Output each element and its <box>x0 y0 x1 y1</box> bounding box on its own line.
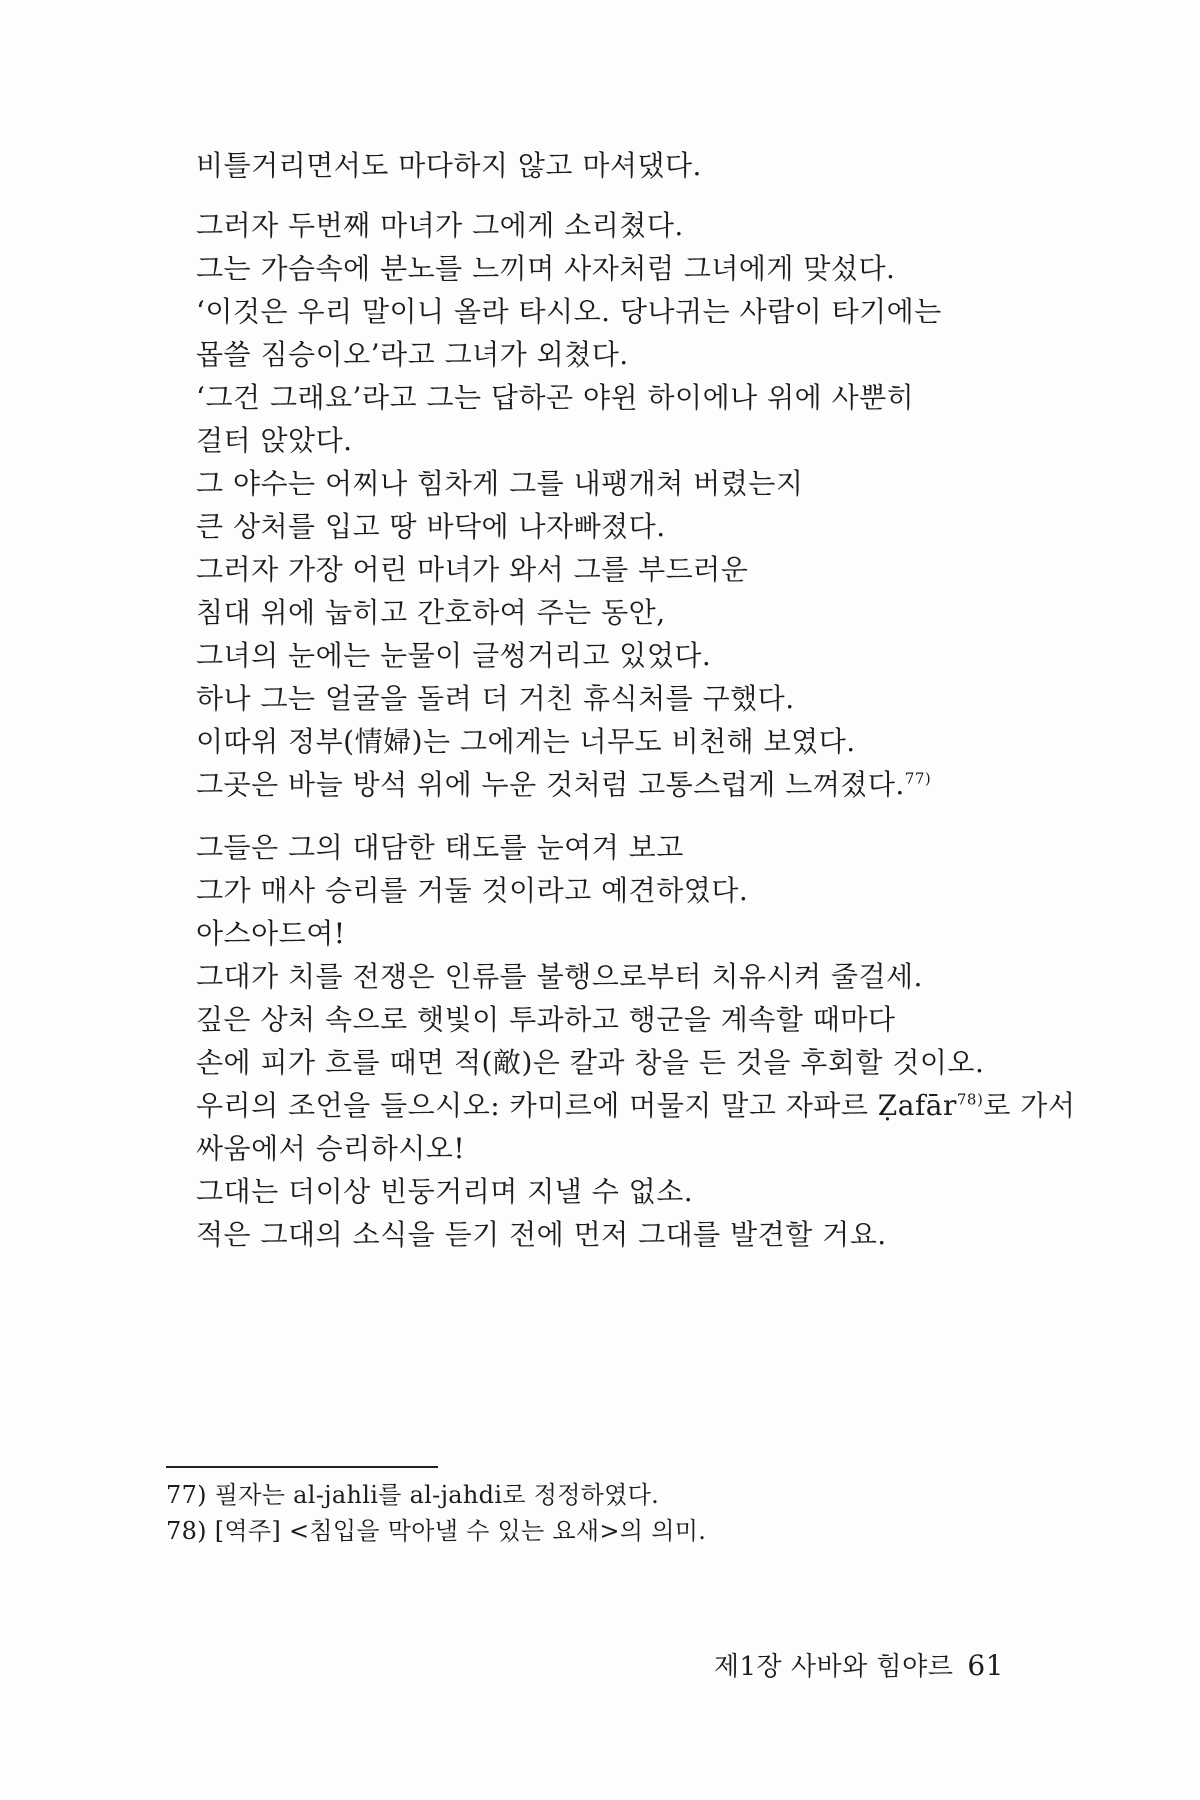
body-line-19: 그대가 치를 전쟁은 인류를 불행으로부터 치유시켜 줄걸세. <box>196 960 923 993</box>
body-line-14: 이따위 정부(情婦)는 그에게는 너무도 비천해 보였다. <box>196 725 856 758</box>
running-footer <box>714 1648 1004 1685</box>
footnote-ref-78: 78) <box>956 1090 984 1109</box>
body-line-18: 아스아드여! <box>196 917 346 950</box>
body-line-5: 몹쓸 짐승이오’라고 그녀가 외쳤다. <box>196 338 629 371</box>
body-line-12: 그녀의 눈에는 눈물이 글썽거리고 있었다. <box>196 639 712 672</box>
body-line-10: 그러자 가장 어린 마녀가 와서 그를 부드러운 <box>196 553 749 586</box>
body-line-24: 그대는 더이상 빈둥거리며 지낼 수 없소. <box>196 1175 694 1208</box>
body-line-6: ‘그건 그래요’라고 그는 답하곤 야윈 하이에나 위에 사뿐히 <box>196 381 915 414</box>
body-line-15-text: 그곳은 바늘 방석 위에 누운 것처럼 고통스럽게 느껴졌다. <box>196 768 905 801</box>
body-line-22-tail: 로 가서 <box>983 1089 1076 1122</box>
footnote-ref-77: 77) <box>904 769 932 788</box>
body-line-2: 그러자 두번째 마녀가 그에게 소리쳤다. <box>196 209 684 242</box>
body-line-25: 적은 그대의 소식을 듣기 전에 먼저 그대를 발견할 거요. <box>196 1218 887 1251</box>
body-line-16: 그들은 그의 대담한 태도를 눈여겨 보고 <box>196 831 684 864</box>
body-line-8: 그 야수는 어찌나 힘차게 그를 내팽개쳐 버렸는지 <box>196 467 804 500</box>
body-line-22 <box>196 1086 1075 1126</box>
page-number: 61 <box>967 1649 1004 1682</box>
body-line-9: 큰 상처를 입고 땅 바닥에 나자빠졌다. <box>196 510 666 543</box>
body-line-4: ‘이것은 우리 말이니 올라 타시오. 당나귀는 사람이 타기에는 <box>196 295 942 328</box>
body-line-13: 하나 그는 얼굴을 돌려 더 거친 휴식처를 구했다. <box>196 682 795 715</box>
footnote-divider <box>166 1466 438 1468</box>
body-line-1: 비틀거리면서도 마다하지 않고 마셔댔다. <box>196 149 702 182</box>
footnote-77: 77) 필자는 al-jahli를 al-jahdi로 정정하였다. <box>166 1481 660 1509</box>
body-line-17: 그가 매사 승리를 거둘 것이라고 예견하였다. <box>196 874 749 907</box>
body-line-7: 걸터 앉았다. <box>196 424 353 457</box>
footnote-78: 78) [역주] <침입을 막아낼 수 있는 요새>의 의미. <box>166 1517 707 1545</box>
body-line-15 <box>196 765 931 805</box>
body-line-22-text: 우리의 조언을 들으시오: 카미르에 머물지 말고 자파르 Ẓafār <box>196 1089 957 1122</box>
body-line-3: 그는 가슴속에 분노를 느끼며 사자처럼 그녀에게 맞섰다. <box>196 252 896 285</box>
body-line-23: 싸움에서 승리하시오! <box>196 1132 466 1165</box>
body-line-20: 깊은 상처 속으로 햇빛이 투과하고 행군을 계속할 때마다 <box>196 1003 896 1036</box>
body-line-11: 침대 위에 눕히고 간호하여 주는 동안, <box>196 596 666 629</box>
body-line-21: 손에 피가 흐를 때면 적(敵)은 칼과 창을 든 것을 후회할 것이오. <box>196 1046 985 1079</box>
chapter-title: 제1장 사바와 힘야르 <box>713 1652 954 1682</box>
